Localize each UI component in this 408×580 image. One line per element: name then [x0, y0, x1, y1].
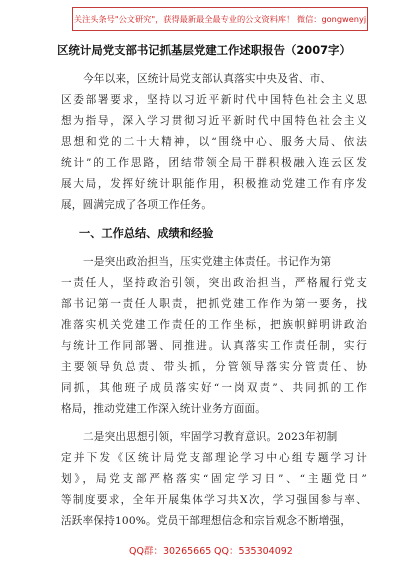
paragraph-line: 想为指导，深入学习贯彻习近平新时代中国特色社会主义: [61, 115, 367, 127]
paragraph-line: 定并下发《区统计局党支部理论学习中心组专题学习计: [61, 452, 367, 464]
paragraph-line: 统计”的工作思路，团结带领全局干群积极融入连云区发: [61, 157, 367, 169]
footer-qq-contact: QQ：535304092: [214, 546, 293, 557]
paragraph-line: 区委部署要求，坚持以习近平新时代中国特色社会主义思: [61, 94, 367, 106]
paragraph-line: 准落实机关党建工作责任的工作坐标，把族帜鲜明讲政治: [61, 319, 367, 331]
paragraph-line: 活跃率保持100%。党员干部理想信念和宗旨观念不断增强，: [61, 515, 352, 527]
paragraph-line: 与统计工作同部署、同推进。认真落实工作责任制，实行: [61, 340, 367, 352]
paragraph-line: 一是突出政治担当，压实党建主体责任。书记作为第: [83, 256, 332, 268]
paragraph-line: 今年以来，区统计局党支部认真落实中央及省、市、: [83, 73, 332, 85]
promo-banner: [72, 7, 368, 31]
paragraph-line: 划》，局党支部严格落实“固定学习日”、“主题党日”: [61, 473, 367, 485]
paragraph-line: 一责任人，坚持政治引领，突出政治担当，严格履行党支: [61, 277, 367, 289]
document-title: 区统计局党支部书记抓基层党建工作述职报告（2007字）: [57, 43, 351, 57]
paragraph-line: 展大局，发挥好统计职能作用，积极推动党建工作有序发: [61, 178, 367, 190]
paragraph-line: 思想和党的二十大精神，以“围绕中心、服务大局、依法: [61, 136, 367, 148]
section-heading: 一、工作总结、成绩和经验: [79, 227, 214, 240]
paragraph-line: 同抓，其他班子成员落实好“一岗双责”、共同抓的工作: [61, 382, 367, 394]
promo-banner-text: 关注头条号"公文研究"，获得最新最全最专业的公文资料库！ 微信：gongwenyj: [73, 13, 367, 24]
paragraph-line: 部书记第一责任人职责，把抓党建工作作为第一要务，找: [61, 298, 367, 310]
footer-qq-group: QQ群：30265665: [129, 546, 212, 557]
paragraph-line: 等制度要求，全年开展集体学习共X次，学习强国参与率、: [61, 494, 367, 506]
paragraph-line: 格局，推动党建工作深入统计业务方面面。: [61, 403, 267, 415]
paragraph-line: 二是突出思想引领，牢固学习教育意识。2023年初制: [83, 431, 338, 443]
paragraph-line: 主要领导负总责、带头抓，分管领导落实分管责任、协: [61, 361, 367, 373]
paragraph-line: 展，圆满完成了各项工作任务。: [61, 199, 213, 211]
